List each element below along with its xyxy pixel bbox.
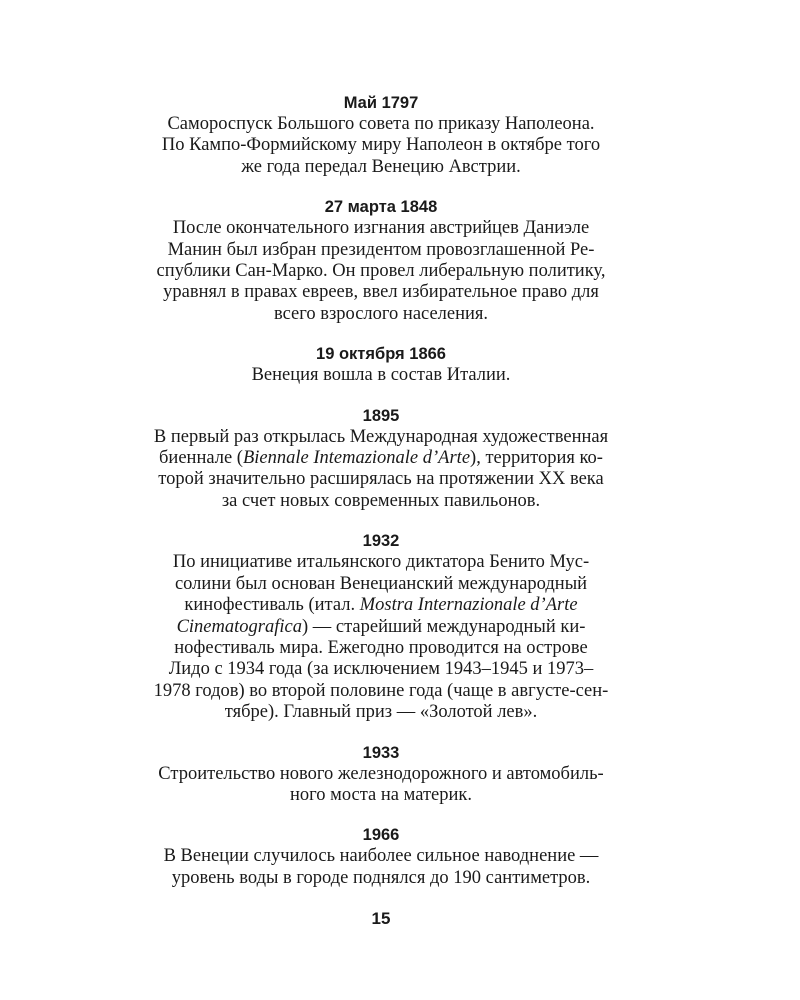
entry-text-line: По Кампо-Формийскому миру Наполеон в октябре того — [161, 135, 601, 156]
entry-text-line: Венеция вошла в состав Италии. — [251, 365, 511, 386]
entry-1895 — [100, 405, 662, 513]
entry-text-line: спублики Сан-Марко. Он провел либеральную политику, — [156, 261, 606, 282]
page-number: 15 — [371, 909, 391, 928]
entry-1966 — [100, 824, 662, 889]
entry-text-line: Манин был избран президентом провозглашенной Ре- — [167, 239, 595, 260]
entry-1797 — [100, 92, 662, 178]
entry-text-line — [100, 595, 662, 616]
entry-date: 1932 — [362, 532, 400, 551]
entry-text-line — [100, 617, 662, 638]
entry-1848 — [100, 196, 662, 325]
entry-text-line — [100, 448, 662, 469]
entry-text-line: уравнял в правах евреев, ввел избирательное право для — [163, 282, 599, 303]
entry-text-line: В Венеции случилось наиболее сильное наводнение — — [163, 846, 599, 867]
text-fragment: ), территория ко- — [470, 448, 603, 469]
entry-1933 — [100, 742, 662, 807]
entry-text-line: После окончательного изгнания австрийцев Даниэле — [172, 218, 590, 239]
entry-text-line: всего взрослого населения. — [273, 303, 489, 324]
italic-title: Cinematografica — [176, 616, 302, 637]
text-fragment: кинофестиваль (итал. — [184, 595, 360, 616]
entry-date: 27 марта 1848 — [324, 198, 438, 217]
entry-date: Май 1797 — [343, 94, 419, 112]
entry-text-line: Строительство нового железнодорожного и автомобиль- — [158, 763, 604, 784]
entry-text-line: же года передал Венецию Австрии. — [241, 156, 521, 177]
entry-text-line: тябре). Главный приз — «Золотой лев». — [224, 702, 538, 723]
entry-date: 1966 — [362, 826, 400, 845]
entry-text-line: солини был основан Венецианский международный — [174, 573, 588, 594]
entry-text-line: уровень воды в городе поднялся до 190 сантиметров. — [171, 867, 591, 888]
entry-text-line: Лидо с 1934 года (за исключением 1943–1945 и 1973– — [168, 659, 594, 680]
entry-text-line: Самороспуск Большого совета по приказу Наполеона. — [167, 114, 595, 134]
entry-text-line: 1978 годов) во второй половине года (чаще в августе-сен- — [153, 680, 609, 701]
italic-title: Biennale Intemazionale d’Arte — [242, 448, 471, 469]
entry-text-line: торой значительно расширялась на протяжении XX века — [158, 469, 604, 490]
italic-title: Mostra Internazionale d’Arte — [359, 595, 578, 616]
entry-1866 — [100, 343, 662, 386]
text-fragment: ) — старейший международный ки- — [301, 616, 586, 637]
chronology-page — [100, 92, 662, 907]
entry-date: 19 октября 1866 — [316, 345, 446, 364]
entry-text-line: ного моста на материк. — [289, 784, 473, 805]
text-fragment: биеннале ( — [159, 448, 243, 469]
entry-date: 1933 — [362, 743, 400, 762]
entry-text-line: В первый раз открылась Международная художественная — [153, 426, 609, 447]
entry-text-line: По инициативе итальянского диктатора Бенито Мус- — [172, 552, 590, 573]
entry-text-line: нофестиваль мира. Ежегодно проводится на острове — [174, 637, 588, 658]
entry-1932 — [100, 530, 662, 723]
entry-text-line: за счет новых современных павильонов. — [221, 490, 541, 511]
entry-date: 1895 — [362, 406, 400, 425]
